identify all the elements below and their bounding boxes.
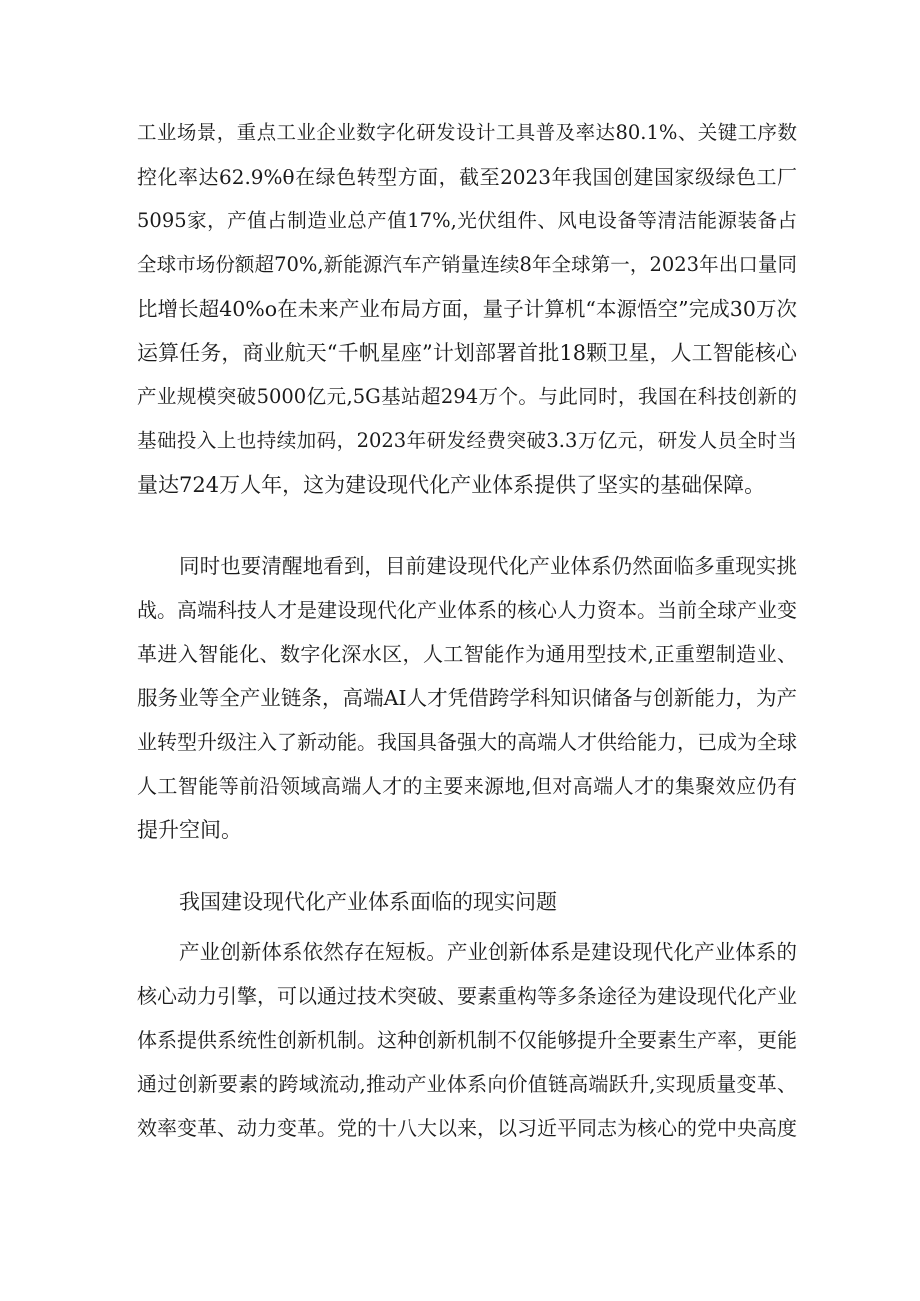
text-line: 战。高端科技人才是建设现代化产业体系的核心人力资本。当前全球产业变 <box>137 598 797 622</box>
text-line: 5095家，产值占制造业总产值17%,光伏组件、风电设备等清洁能源装备占 <box>137 209 797 232</box>
text-line: 效率变革、动力变革。党的十八大以来，以习近平同志为核心的党中央高度 <box>137 1116 797 1140</box>
text-line: 服务业等全产业链条，高端AI人才凭借跨学科知识储备与创新能力，为产 <box>137 686 797 710</box>
text-line: 核心动力引擎，可以通过技术突破、要素重构等多条途径为建设现代化产业 <box>137 984 797 1008</box>
paragraph-2 <box>137 544 797 852</box>
section-heading-block <box>137 880 797 924</box>
text-line: 量达724万人年，这为建设现代化产业体系提供了坚实的基础保障。 <box>137 473 766 497</box>
text-line: 运算任务，商业航天“千帆星座”计划部署首批18颗卫星，人工智能核心 <box>137 341 797 365</box>
text-line: 全球市场份额超70%,新能源汽车产销量连续8年全球第一，2023年出口量同 <box>137 253 797 276</box>
paragraph-1 <box>137 111 797 507</box>
text-line: 提升空间。 <box>137 818 242 842</box>
paragraph-3 <box>137 930 797 1150</box>
text-line: 通过创新要素的跨域流动,推动产业体系向价值链高端跃升,实现质量变革、 <box>137 1072 797 1096</box>
text-line: 控化率达62.9%θ在绿色转型方面，截至2023年我国创建国家级绿色工厂 <box>137 165 797 189</box>
text-line: 工业场景，重点工业企业数字化研发设计工具普及率达80.1%、关键工序数 <box>137 121 797 144</box>
text-line: 体系提供系统性创新机制。这种创新机制不仅能够提升全要素生产率，更能 <box>137 1028 797 1052</box>
text-line: 业转型升级注入了新动能。我国具备强大的高端人才供给能力，已成为全球 <box>137 730 797 754</box>
text-line: 基础投入上也持续加码，2023年研发经费突破3.3万亿元，研发人员全时当 <box>137 429 797 452</box>
text-line: 比增长超40%o在未来产业布局方面，量子计算机“本源悟空”完成30万次 <box>137 297 797 321</box>
text-line: 产业规模突破5000亿元,5G基站超294万个。与此同时，我国在科技创新的 <box>137 385 797 408</box>
text-line: 产业创新体系依然存在短板。产业创新体系是建设现代化产业体系的 <box>179 940 797 964</box>
text-line: 人工智能等前沿领域高端人才的主要来源地,但对高端人才的集聚效应仍有 <box>137 774 797 798</box>
text-line: 同时也要清醒地看到，目前建设现代化产业体系仍然面临多重现实挑 <box>179 554 797 578</box>
text-line: 革进入智能化、数字化深水区，人工智能作为通用型技术,正重塑制造业、 <box>137 642 797 666</box>
section-heading: 我国建设现代化产业体系面临的现实问题 <box>179 890 557 914</box>
